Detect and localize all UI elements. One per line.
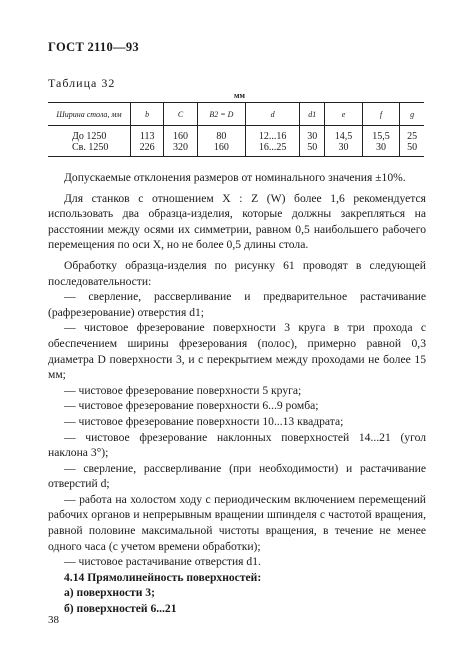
list-item: — работа на холостом ходу с периодическим включением перемещений рабочих органов и непрерывным вращении шпинделя с частотой вращения, равной половине максимальной чистоты вращения, в течение не менее одного часа (с учетом времени обработки); xyxy=(48,492,426,553)
table-cell-value: 30 xyxy=(338,142,349,153)
paragraph: Для станков с отношением X : Z (W) более 1,6 рекомендуется использовать два образца-изделия, которые должны закрепляться на расстоянии между осями их симметрии, равном 0,5 наибольшего рабочего перемещения по оси X, но не более 0,5 длины стола. xyxy=(48,191,426,252)
paragraph: Допускаемые отклонения размеров от номинального значения ±10%. xyxy=(64,171,406,184)
table-cell-value: 160 xyxy=(172,131,188,142)
table-header-f: f xyxy=(362,103,400,126)
body-text xyxy=(48,170,426,617)
table-cell-value: До 1250 xyxy=(72,131,107,142)
list-item: — сверление, рассверливание (при необходимости) и растачивание отверстий d; xyxy=(48,461,426,491)
table-cell-value: 12...16 xyxy=(258,131,287,142)
table-cell-value: 30 xyxy=(307,131,318,142)
table-header-c: C xyxy=(164,103,197,126)
paragraph: Обработку образца-изделия по рисунку 61 проводят в следующей последовательности: xyxy=(48,258,426,288)
table-header-b: b xyxy=(131,103,164,126)
table-cell xyxy=(164,126,197,157)
table-label: Таблица 32 xyxy=(48,76,116,90)
table-cell-value: 25 xyxy=(407,131,418,142)
table-row xyxy=(48,126,424,157)
table-cell xyxy=(246,126,300,157)
table-cell xyxy=(48,126,131,157)
table-cell-value: 16...25 xyxy=(258,142,287,153)
list-item: — сверление, рассверливание и предварительное растачивание (рафрезерование) отверстия d1; xyxy=(48,290,426,319)
table-cell-value: 50 xyxy=(407,142,418,153)
table-header-width: Ширина стола, мм xyxy=(48,103,131,126)
table-cell xyxy=(131,126,164,157)
page-number: 38 xyxy=(48,614,59,626)
table-cell-value: 320 xyxy=(172,142,188,153)
table-cell-value: 80 xyxy=(216,131,227,142)
list-item: — чистовое фрезерование поверхности 6...9 ромба; xyxy=(64,399,319,413)
table-cell xyxy=(300,126,325,157)
table-header-d1: d1 xyxy=(300,103,325,126)
table-cell-value: 113 xyxy=(139,131,155,142)
table-cell xyxy=(362,126,400,157)
table-cell-value: 30 xyxy=(376,142,387,153)
list-item: — чистовое фрезерование поверхности 3 круга в три прохода с обеспечением ширины фрезерования (полос), примерно равной 0,3 диаметра D поверхности 3, и с перекрытием между проходами не более 15 мм; xyxy=(48,321,426,382)
table-header-e: e xyxy=(325,103,363,126)
dimensions-table xyxy=(48,102,424,157)
table-cell xyxy=(197,126,245,157)
table-cell xyxy=(400,126,424,157)
table-cell-value: 50 xyxy=(307,142,318,153)
standard-header: ГОСТ 2110—93 xyxy=(48,40,139,54)
list-item: — чистовое фрезерование поверхности 10...13 квадрата; xyxy=(64,414,344,428)
subsection-item: б) поверхностей 6...21 xyxy=(64,602,177,616)
list-item: — чистовое фрезерование поверхности 5 круга; xyxy=(64,383,302,397)
list-item: — чистовое фрезерование наклонных поверхностей 14...21 (угол наклона 3°); xyxy=(48,430,426,460)
table-unit: мм xyxy=(234,91,245,100)
table-header-g: g xyxy=(400,103,424,126)
list-item: — чистовое растачивание отверстия d1. xyxy=(64,555,261,569)
table-header-b2d: B2 = D xyxy=(197,103,245,126)
table-cell-value: 226 xyxy=(139,142,155,153)
table-cell-value: 160 xyxy=(213,142,229,153)
table-cell-value: 15,5 xyxy=(372,131,390,142)
table-cell-value: 14,5 xyxy=(334,131,353,142)
section-heading: 4.14 Прямолинейность поверхностей: xyxy=(64,570,262,584)
table-cell xyxy=(325,126,363,157)
table-header-d: d xyxy=(246,103,300,126)
subsection-item: а) поверхности 3; xyxy=(64,586,155,600)
table-header-row xyxy=(48,103,424,126)
table-cell-value: Св. 1250 xyxy=(72,142,109,153)
